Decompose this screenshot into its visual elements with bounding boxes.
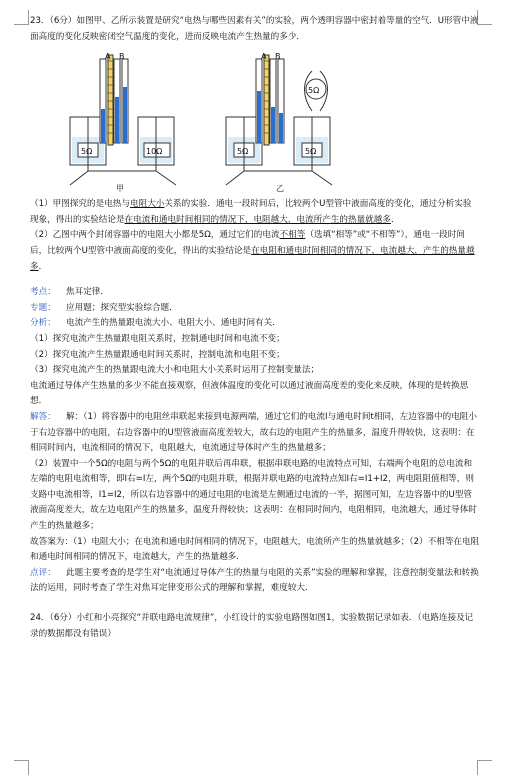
tube-label-b2: B bbox=[275, 52, 281, 62]
tube-label-a2: A bbox=[261, 52, 267, 62]
corner-mark-tl bbox=[14, 10, 29, 25]
tube-label-b: B bbox=[119, 52, 125, 62]
figure-jia-yi bbox=[30, 47, 480, 197]
resistor-yi-outside: 5Ω bbox=[308, 86, 320, 96]
question-23-stem: 23．（6分）如图甲、乙所示装置是研究“电热与哪些因素有关”的实验，两个透明容器中密封着等量的空气．U形管中液面高度的变化反映密闭空气温度的变化，进而反映电流产生热量的多少． bbox=[30, 16, 479, 42]
apparatus-jia bbox=[70, 55, 176, 185]
answer-blank-4: 在电阻和通电时间相同的情况下，电流越大，产生的热量越多 bbox=[30, 245, 475, 272]
fenxi-line: （3）探究电流产生的热量跟电流大小和电阻大小关系时运用了控制变量法； bbox=[30, 365, 320, 376]
resistor-yi-left: 5Ω bbox=[237, 147, 249, 157]
apparatus-drawing bbox=[30, 47, 480, 197]
corner-mark-bl bbox=[14, 760, 29, 775]
fenxi-line: （1）探究电流产生热量跟电阻关系时，控制通电时间和电流不变； bbox=[30, 333, 285, 344]
tube-label-a: A bbox=[105, 52, 111, 62]
q23-part2: （2）乙图中两个封闭容器中的电阻大小都是5Ω，通过它们的电流不相等（选填“相等”或“不相等”），通电一段时间后，比较两个U型管中液面高度的变化，得出的实验结论是在电阻和通电时间相同的情况下，电流越大，产生的热量越多． bbox=[30, 230, 475, 272]
question-24-stem: 24．（6分）小红和小亮探究“并联电路电流规律”，小红设计的实验电路图如图1，实验数据记录如表．（电路连接及记录的数据都没有错误） bbox=[30, 613, 474, 639]
resistor-yi-right: 5Ω bbox=[305, 147, 317, 157]
fenxi-row: 分析： 电流产生的热量跟电流大小、电阻大小、通电时间有关． bbox=[30, 318, 281, 329]
apparatus-yi bbox=[226, 55, 332, 185]
jieda-row: 解答： 解：（1）将容器中的电阻丝串联起来接到电源两端，通过它们的电流I与通电时间t相同，左边容器中的电阻小于右边容器中的电阻，右边容器中的U型管液面高度差较大，故右边的电阻产生的热量多，温度升得较快，这表明：在相同时间内，电流相同的情况下，电阻越大，电流通过导体时产生的热量越多； bbox=[30, 411, 477, 454]
figure-label-yi: 乙 bbox=[276, 184, 284, 194]
fenxi-line: （2）探究电流产生热量跟通电时间关系时，控制电流和电阻不变； bbox=[30, 349, 285, 360]
dianping-row: 点评： 此题主要考查的是学生对“电流通过导体产生的热量与电阻的关系”实验的理解和掌握，注意控制变量法和转换法的运用，同时考查了学生对焦耳定律变形公式的理解和掌握，难度较大． bbox=[30, 567, 479, 594]
document-page bbox=[30, 14, 480, 642]
figure-label-jia: 甲 bbox=[116, 184, 124, 194]
answer-blank-3: 不相等 bbox=[279, 230, 306, 241]
resistor-jia-left: 5Ω bbox=[81, 147, 93, 157]
q23-part1: （1）甲图探究的是电热与电阻大小关系的实验．通电一段时间后，比较两个U型管中液面高度的变化，通过分析实验现象，得出的实验结论是在电流和通电时间相同的情况下，电阻越大，电流所产生的热量就越多． bbox=[30, 199, 472, 225]
answer-summary: 故答案为：（1）电阻大小；在电流和通电时间相同的情况下，电阻越大，电流所产生的热量就越多；（2）不相等在电阻和通电时间相同的情况下，电流越大，产生的热量越多． bbox=[30, 536, 480, 563]
zhuanti-row: 专题： 应用题；探究型实验综合题． bbox=[30, 302, 178, 313]
resistor-jia-right: 10Ω bbox=[146, 147, 163, 157]
fenxi-line: 电流通过导体产生热量的多少不能直接观察，但液体温度的变化可以通过液面高度差的变化来反映，体现的是转换思想． bbox=[30, 380, 469, 407]
answer-blank-1: 电阻大小 bbox=[130, 199, 165, 210]
answer-blank-2: 在电流和通电时间相同的情况下，电阻越大，电流所产生的热量就越多 bbox=[124, 214, 391, 225]
kaodian-row: 考点： 焦耳定律． bbox=[30, 287, 109, 298]
corner-mark-br bbox=[477, 760, 492, 775]
jieda-part2: （2）装置中一个5Ω的电阻与两个5Ω的电阻并联后再串联，根据串联电路的电流特点可知，右端两个电阻的总电流和左端的电阻电流相等，即I右=I左，两个5Ω的电阻并联，根据并联电路的电流特点知I右=I1+I2，两电阻阻值相等，则支路中电流相等，I1=I2，所以右边容器中的通过电阻的电流是左侧通过电流的一半，据图可知，左边容器中的U型管液面高度差大，故左边电阻产生的热量多，温度升得较快；这表明：在相同时间内，电阻相同，电流越大，通过导体时产生的热量越多； bbox=[30, 458, 477, 532]
